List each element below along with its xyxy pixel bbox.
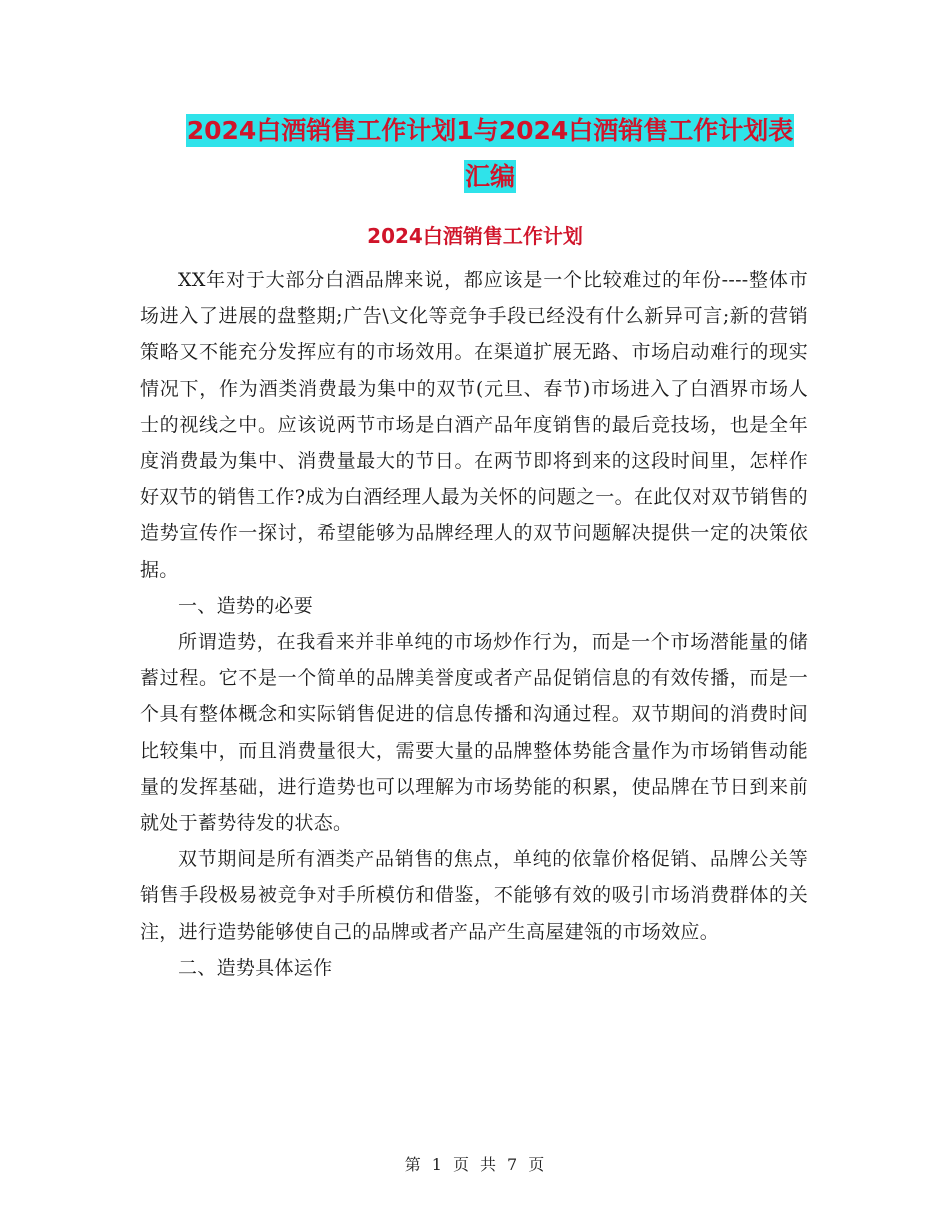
heading-necessity: 一、造势的必要 xyxy=(178,594,314,617)
paragraph-intro: XX年对于大部分白酒品牌来说，都应该是一个比较难过的年份----整体市场进入了进展的盘整期;广告\文化等竞争手段已经没有什么新异可言;新的营销策略又不能充分发挥应有的市场效用。在渠道扩展无路、市场启动难行的现实情况下，作为酒类消费最为集中的双节(元旦、春节)市场进入了白酒界市场人士的视线之中。应该说两节市场是白酒产品年度销售的最后竞技场，也是全年度消费最为集中、消费量最大的节日。在两节即将到来的这段时间里，怎样作好双节的销售工作?成为白酒经理人最为关怀的问题之一。在此仅对双节销售的造势宣传作一探讨，希望能够为品牌经理人的双节问题解决提供一定的决策依据。 xyxy=(140,269,808,581)
footer-current-page: 1 xyxy=(431,1155,443,1174)
document-title-line1: 2024白酒销售工作计划1与2024白酒销售工作计划表 xyxy=(186,116,794,145)
footer-total-pages: 7 xyxy=(507,1155,519,1174)
heading-operation: 二、造势具体运作 xyxy=(178,956,333,979)
paragraph-focus: 双节期间是所有酒类产品销售的焦点，单纯的依靠价格促销、品牌公关等销售手段极易被竞争对手所模仿和借鉴，不能够有效的吸引市场消费群体的关注，进行造势能够使自己的品牌或者产品产生高屋建瓴的市场效应。 xyxy=(140,848,808,943)
document-title xyxy=(140,108,840,200)
page-footer xyxy=(0,1152,950,1175)
paragraph-definition: 所谓造势，在我看来并非单纯的市场炒作行为，而是一个市场潜能量的储蓄过程。它不是一个简单的品牌美誉度或者产品促销信息的有效传播，而是一个具有整体概念和实际销售促进的信息传播和沟通过程。双节期间的消费时间比较集中，而且消费量很大，需要大量的品牌整体势能含量作为市场销售动能量的发挥基础，进行造势也可以理解为市场势能的积累，使品牌在节日到来前就处于蓄势待发的状态。 xyxy=(140,631,808,835)
section-title: 2024白酒销售工作计划 xyxy=(367,224,583,248)
footer-suffix: 页 xyxy=(528,1155,546,1174)
footer-prefix: 第 xyxy=(404,1155,422,1174)
document-title-line2: 汇编 xyxy=(464,162,515,191)
document-body xyxy=(140,262,808,986)
footer-total-label: 共 xyxy=(480,1155,498,1174)
footer-page-label: 页 xyxy=(452,1155,470,1174)
